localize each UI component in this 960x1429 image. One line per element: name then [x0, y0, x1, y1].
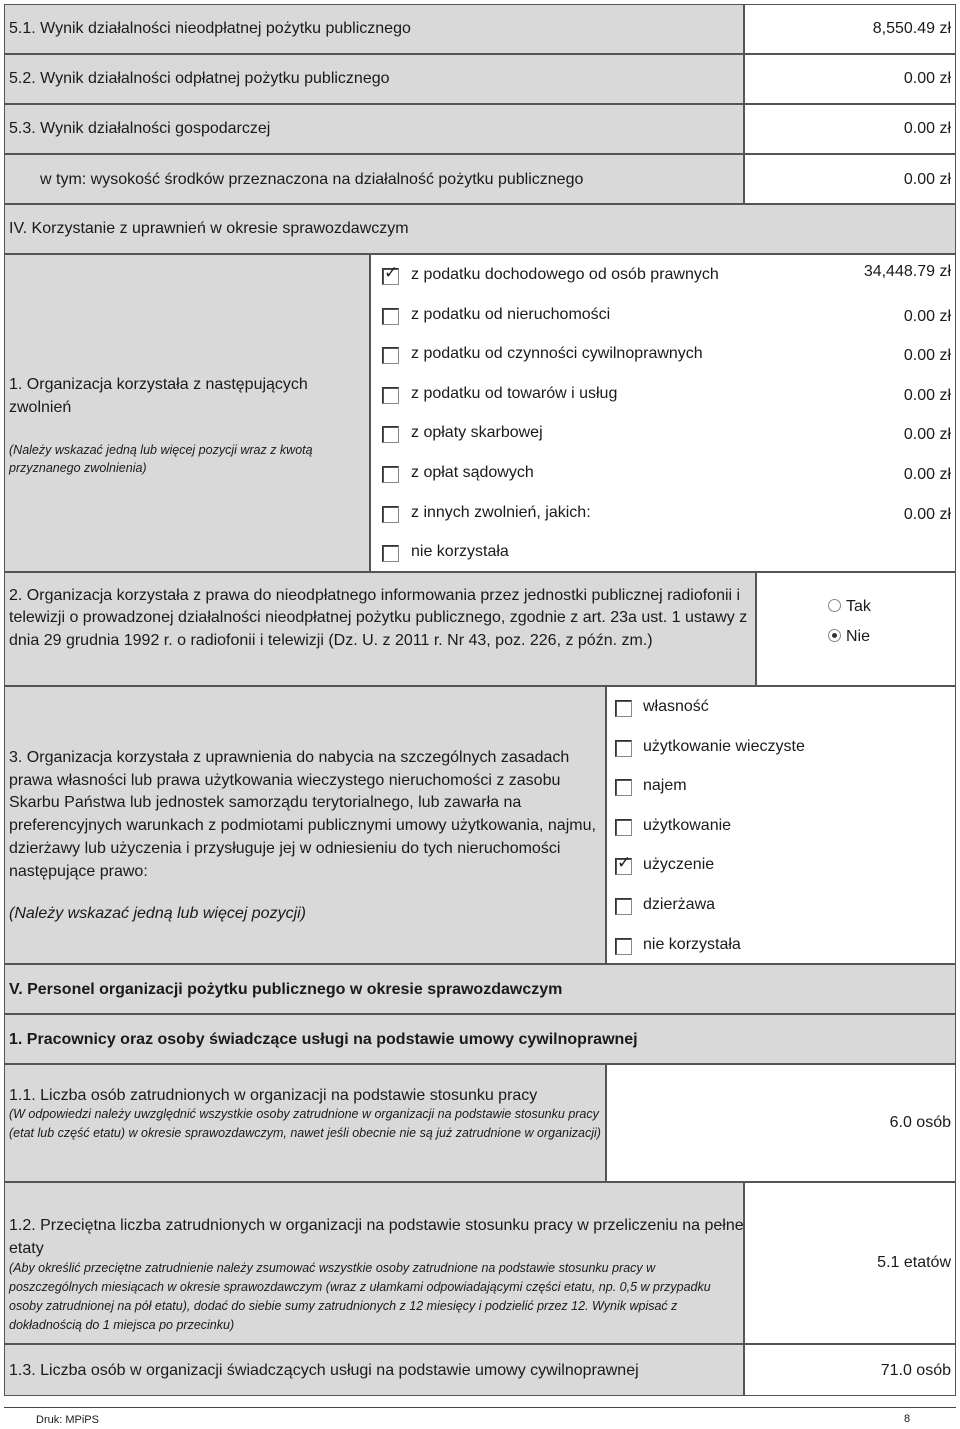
q1-option-checkbox[interactable]	[382, 426, 399, 443]
q3-option-label: użytkowanie	[643, 816, 732, 834]
q3-option-checkbox[interactable]	[615, 700, 632, 717]
q1-option-checkbox[interactable]	[382, 308, 399, 325]
q3-option-checkbox[interactable]	[615, 853, 632, 875]
q1-option-amount[interactable]: 0.00 zł	[903, 386, 951, 404]
q3-label: 3. Organizacja korzystała z uprawnienia do nabycia na szczególnych zasadach prawa własności lub prawa użytkowania wieczystego nieruchomości z zasobu Skarbu Państwa lub jednostek samorządu terytorialnego, lub zawarła na preferencyjnych warunkach z podmiotami publicznymi umowy użytkowania, najmu, dzierżawy lub użyczenia i przysługuje jej w odniesieniu do tych nieruchomości następujące prawo:	[9, 749, 596, 880]
q3-option-checkbox[interactable]	[615, 779, 632, 796]
q3-option-label: dzierżawa	[643, 896, 716, 913]
q1-option-label: z innych zwolnień, jakich:	[411, 503, 591, 521]
q3-option-label: nie korzystała	[643, 935, 741, 953]
r13-value[interactable]: 71.0 osób	[880, 1362, 951, 1379]
r11-label: 1.1. Liczba osób zatrudnionych w organizacji na podstawie stosunku pracy	[9, 1087, 538, 1104]
q2-radio-nie[interactable]	[828, 629, 841, 642]
q3-option-label: najem	[643, 777, 687, 795]
row-5-2-label: 5.2. Wynik działalności odpłatnej pożytku publicznego	[9, 70, 390, 87]
section-iv-title: IV. Korzystanie z uprawnień w okresie sprawozdawczym	[9, 220, 409, 237]
q1-option-label: z podatku od towarów i usług	[411, 384, 618, 402]
q2-radio-tak[interactable]	[828, 599, 841, 612]
q1-options-cell	[370, 254, 956, 572]
section-v-title: V. Personel organizacji pożytku publicznego w okresie sprawozdawczym	[9, 981, 563, 998]
q1-option-checkbox[interactable]	[382, 387, 399, 404]
q1-option-amount[interactable]: 0.00 zł	[903, 426, 951, 444]
checkmark-icon: ✓	[617, 853, 632, 873]
row-5-3a-value[interactable]: 0.00 zł	[903, 171, 951, 188]
q3-option-label: własność	[643, 698, 709, 715]
row-5-3-label: 5.3. Wynik działalności gospodarczej	[9, 120, 271, 137]
q1-option-amount[interactable]: 0.00 zł	[903, 466, 951, 483]
r11-value[interactable]: 6.0 osób	[889, 1114, 951, 1131]
q1-option-checkbox[interactable]	[382, 347, 399, 364]
q1-option-label: nie korzystała	[411, 543, 509, 561]
q1-option-checkbox[interactable]	[382, 263, 399, 285]
q3-option-checkbox[interactable]	[615, 819, 632, 836]
q1-option-label: z opłaty skarbowej	[411, 424, 543, 442]
q1-option-amount[interactable]: 0.00 zł	[903, 505, 951, 523]
section-v-sub1-title: 1. Pracownicy oraz osoby świadczące usługi na podstawie umowy cywilnoprawnej	[9, 1031, 638, 1048]
q3-option-label: użytkowanie wieczyste	[643, 737, 805, 755]
q2-radio-tak-label: Tak	[846, 598, 871, 615]
q1-option-label: z podatku od czynności cywilnoprawnych	[411, 345, 703, 363]
q1-option-label: z podatku od nieruchomości	[411, 305, 611, 323]
q3-option-checkbox[interactable]	[615, 740, 632, 757]
q1-hint: (Należy wskazać jedną lub więcej pozycji wraz z kwotą przyznanego zwolnienia)	[9, 443, 313, 476]
q1-option-label: z opłat sądowych	[411, 464, 534, 481]
r12-value[interactable]: 5.1 etatów	[877, 1254, 951, 1271]
q3-option-label: użyczenie	[643, 856, 715, 874]
footer-page-number: 8	[904, 1413, 911, 1425]
q3-option-checkbox[interactable]	[615, 898, 632, 915]
q2-label: 2. Organizacja korzystała z prawa do nieodpłatnego informowania przez jednostki publicznej radiofonii i telewizji o prowadzonej działalności nieodpłatnej pożytku publicznego, zgodnie z art. 23a ust. 1 ustawy z dnia 29 grudnia 1992 r. o radiofonii i telewizji (Dz. U. z 2011 r. Nr 43, poz. 226, z późn. zm.)	[9, 587, 748, 649]
row-5-3a-label: w tym: wysokość środków przeznaczona na działalność pożytku publicznego	[40, 171, 584, 188]
r12-label: 1.2. Przeciętna liczba zatrudnionych w organizacji na podstawie stosunku pracy w przeliczeniu na pełne etaty	[9, 1217, 744, 1257]
r11-hint: (W odpowiedzi należy uwzględnić wszystkie osoby zatrudnione w organizacji na podstawie stosunku pracy (etat lub część etatu) w okresie sprawozdawczym, nawet jeśli obecnie nie są już zatrudnione w organizacji)	[9, 1107, 601, 1140]
r12-hint: (Aby określić przeciętne zatrudnienie należy zsumować wszystkie osoby zatrudnione na podstawie stosunku pracy w poszczególnych miesiącach w okresie sprawozdawczym (wraz z ułamkami odpowiadającymi części etatu, np. 0,5 w przypadku osoby zatrudnionej na pół etatu), dodać do siebie sumy zatrudnionych z 12 miesięcy i podzielić przez 12. Wynik wpisać z dokładnością do 1 miejsca po przecinku)	[9, 1261, 711, 1332]
q1-option-amount[interactable]: 34,448.79 zł	[863, 263, 951, 280]
q3-hint: (Należy wskazać jedną lub więcej pozycji)	[9, 905, 307, 922]
q1-option-amount[interactable]: 0.00 zł	[903, 307, 951, 325]
q3-option-checkbox[interactable]	[615, 938, 632, 955]
r13-label: 1.3. Liczba osób w organizacji świadczących usługi na podstawie umowy cywilnoprawnej	[9, 1362, 639, 1379]
q1-option-checkbox[interactable]	[382, 545, 399, 562]
footer-print-label: Druk: MPiPS	[36, 1414, 99, 1426]
q1-label: 1. Organizacja korzystała z następujących zwolnień	[9, 376, 308, 417]
row-5-2-value[interactable]: 0.00 zł	[903, 70, 951, 87]
checkmark-icon: ✓	[384, 263, 399, 282]
radio-selected-dot	[832, 633, 837, 638]
q1-option-checkbox[interactable]	[382, 466, 399, 483]
footer-rule	[4, 1407, 956, 1408]
q1-option-amount[interactable]: 0.00 zł	[903, 347, 951, 365]
q2-radio-nie-label: Nie	[846, 628, 871, 645]
row-5-1-value[interactable]: 8,550.49 zł	[872, 20, 951, 37]
q1-option-label: z podatku dochodowego od osób prawnych	[411, 266, 719, 283]
q1-option-checkbox[interactable]	[382, 506, 399, 523]
row-5-1-label: 5.1. Wynik działalności nieodpłatnej pożytku publicznego	[9, 20, 411, 37]
row-5-3-value[interactable]: 0.00 zł	[903, 120, 951, 137]
